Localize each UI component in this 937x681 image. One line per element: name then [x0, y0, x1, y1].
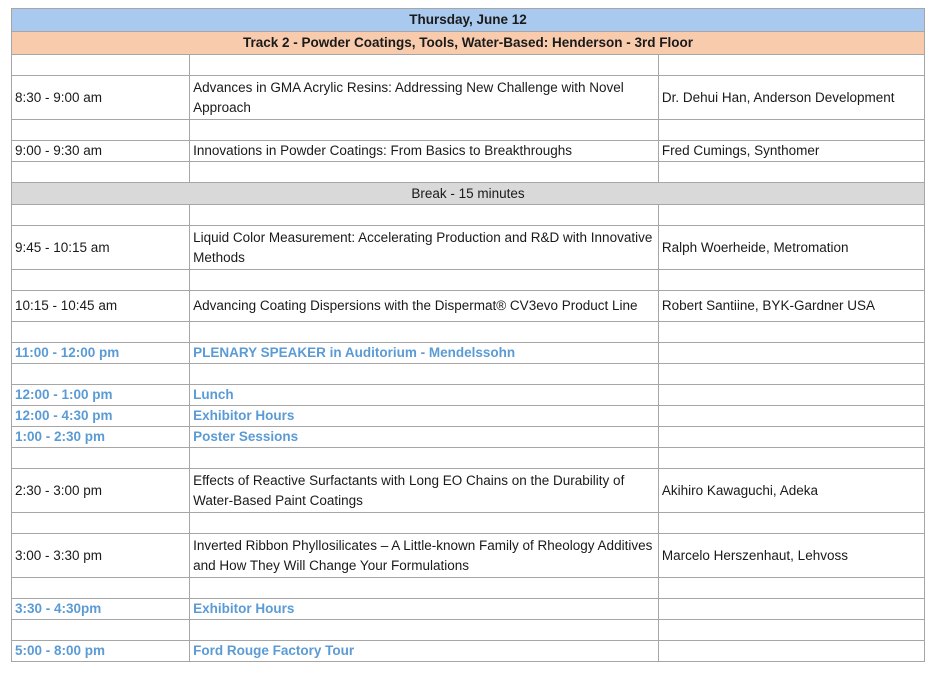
- session-title[interactable]: Liquid Color Measurement: Accelerating Production and R&D with Innovative Methods: [190, 226, 659, 270]
- schedule-table: [11, 8, 925, 662]
- session-row: [12, 469, 925, 513]
- session-time[interactable]: 2:30 - 3:00 pm: [12, 469, 190, 513]
- empty-cell[interactable]: [658, 322, 924, 343]
- session-row: [12, 534, 925, 578]
- blank-row: [12, 513, 925, 534]
- session-title[interactable]: Advancing Coating Dispersions with the Dispermat® CV3evo Product Line: [190, 291, 659, 322]
- session-speaker[interactable]: [658, 406, 924, 427]
- session-title[interactable]: Exhibitor Hours: [190, 406, 659, 427]
- session-speaker[interactable]: [658, 385, 924, 406]
- session-row: [12, 141, 925, 162]
- blank-row: [12, 55, 925, 76]
- empty-cell[interactable]: [12, 322, 190, 343]
- session-speaker[interactable]: Robert Santiine, BYK-Gardner USA: [658, 291, 924, 322]
- empty-cell[interactable]: [12, 120, 190, 141]
- empty-cell[interactable]: [12, 270, 190, 291]
- session-title[interactable]: Exhibitor Hours: [190, 599, 659, 620]
- empty-cell[interactable]: [658, 620, 924, 641]
- session-title[interactable]: Lunch: [190, 385, 659, 406]
- empty-cell[interactable]: [658, 578, 924, 599]
- session-speaker[interactable]: [658, 641, 924, 662]
- session-row: [12, 291, 925, 322]
- empty-cell[interactable]: [12, 513, 190, 534]
- session-title[interactable]: Inverted Ribbon Phyllosilicates – A Little-known Family of Rheology Additives and How They Will Change Your Formulations: [190, 534, 659, 578]
- session-title[interactable]: Effects of Reactive Surfactants with Long EO Chains on the Durability of Water-Based Paint Coatings: [190, 469, 659, 513]
- empty-cell[interactable]: [658, 513, 924, 534]
- session-speaker[interactable]: [658, 599, 924, 620]
- blank-row: [12, 120, 925, 141]
- session-title[interactable]: Poster Sessions: [190, 427, 659, 448]
- blank-row: [12, 205, 925, 226]
- empty-cell[interactable]: [12, 162, 190, 183]
- empty-cell[interactable]: [12, 205, 190, 226]
- blank-row: [12, 364, 925, 385]
- empty-cell[interactable]: [658, 364, 924, 385]
- empty-cell[interactable]: [190, 620, 659, 641]
- empty-cell[interactable]: [12, 55, 190, 76]
- session-time[interactable]: 10:15 - 10:45 am: [12, 291, 190, 322]
- track-header[interactable]: Track 2 - Powder Coatings, Tools, Water-Based: Henderson - 3rd Floor: [12, 32, 925, 55]
- session-time[interactable]: 5:00 - 8:00 pm: [12, 641, 190, 662]
- empty-cell[interactable]: [658, 270, 924, 291]
- session-title[interactable]: Advances in GMA Acrylic Resins: Addressing New Challenge with Novel Approach: [190, 76, 659, 120]
- session-time[interactable]: 9:45 - 10:15 am: [12, 226, 190, 270]
- empty-cell[interactable]: [190, 448, 659, 469]
- empty-cell[interactable]: [12, 620, 190, 641]
- empty-cell[interactable]: [12, 448, 190, 469]
- track-header-row: [12, 32, 925, 55]
- session-time[interactable]: 3:30 - 4:30pm: [12, 599, 190, 620]
- empty-cell[interactable]: [190, 364, 659, 385]
- blank-row: [12, 322, 925, 343]
- empty-cell[interactable]: [190, 120, 659, 141]
- break-label[interactable]: Break - 15 minutes: [12, 183, 925, 205]
- session-speaker[interactable]: [658, 343, 924, 364]
- empty-cell[interactable]: [190, 270, 659, 291]
- break-row: [12, 183, 925, 205]
- blank-row: [12, 448, 925, 469]
- session-row: [12, 343, 925, 364]
- session-title[interactable]: PLENARY SPEAKER in Auditorium - Mendelssohn: [190, 343, 659, 364]
- session-row: [12, 385, 925, 406]
- session-speaker[interactable]: Akihiro Kawaguchi, Adeka: [658, 469, 924, 513]
- empty-cell[interactable]: [12, 364, 190, 385]
- session-speaker[interactable]: Ralph Woerheide, Metromation: [658, 226, 924, 270]
- day-header[interactable]: Thursday, June 12: [12, 9, 925, 32]
- empty-cell[interactable]: [190, 513, 659, 534]
- empty-cell[interactable]: [658, 120, 924, 141]
- empty-cell[interactable]: [190, 578, 659, 599]
- empty-cell[interactable]: [190, 55, 659, 76]
- session-speaker[interactable]: Fred Cumings, Synthomer: [658, 141, 924, 162]
- session-time[interactable]: 12:00 - 4:30 pm: [12, 406, 190, 427]
- empty-cell[interactable]: [658, 162, 924, 183]
- session-speaker[interactable]: Marcelo Herszenhaut, Lehvoss: [658, 534, 924, 578]
- empty-cell[interactable]: [658, 448, 924, 469]
- session-row: [12, 226, 925, 270]
- blank-row: [12, 270, 925, 291]
- session-time[interactable]: 11:00 - 12:00 pm: [12, 343, 190, 364]
- day-header-row: [12, 9, 925, 32]
- empty-cell[interactable]: [658, 205, 924, 226]
- empty-cell[interactable]: [12, 578, 190, 599]
- session-row: [12, 599, 925, 620]
- empty-cell[interactable]: [190, 322, 659, 343]
- session-row: [12, 641, 925, 662]
- blank-row: [12, 578, 925, 599]
- session-time[interactable]: 3:00 - 3:30 pm: [12, 534, 190, 578]
- session-time[interactable]: 8:30 - 9:00 am: [12, 76, 190, 120]
- empty-cell[interactable]: [190, 205, 659, 226]
- session-time[interactable]: 12:00 - 1:00 pm: [12, 385, 190, 406]
- empty-cell[interactable]: [190, 162, 659, 183]
- blank-row: [12, 620, 925, 641]
- session-row: [12, 76, 925, 120]
- session-speaker[interactable]: [658, 427, 924, 448]
- session-title[interactable]: Innovations in Powder Coatings: From Basics to Breakthroughs: [190, 141, 659, 162]
- session-time[interactable]: 1:00 - 2:30 pm: [12, 427, 190, 448]
- session-title[interactable]: Ford Rouge Factory Tour: [190, 641, 659, 662]
- blank-row: [12, 162, 925, 183]
- session-row: [12, 427, 925, 448]
- session-time[interactable]: 9:00 - 9:30 am: [12, 141, 190, 162]
- empty-cell[interactable]: [658, 55, 924, 76]
- session-row: [12, 406, 925, 427]
- session-speaker[interactable]: Dr. Dehui Han, Anderson Development: [658, 76, 924, 120]
